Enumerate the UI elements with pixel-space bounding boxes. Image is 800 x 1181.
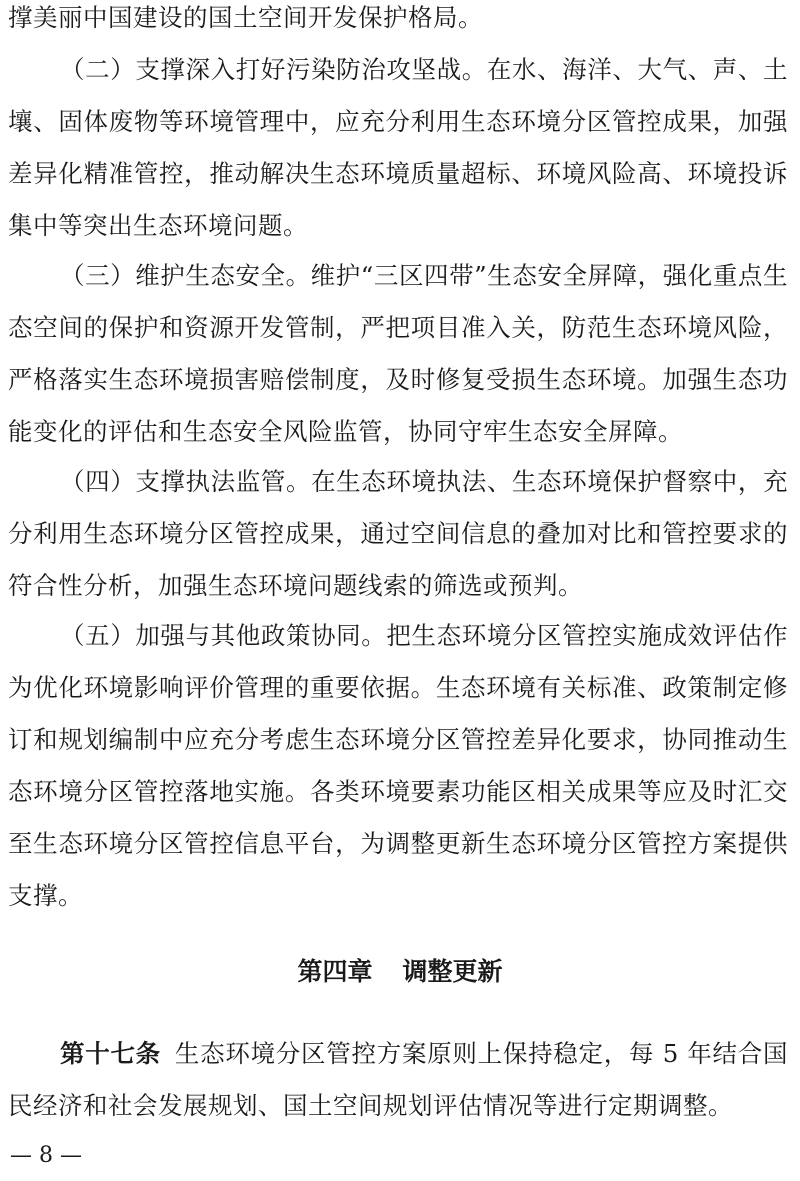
chapter-heading	[0, 952, 800, 992]
page-number: — 8 —	[10, 1143, 82, 1168]
paragraph-section-3: （三）维护生态安全。维护“三区四带”生态安全屏障，强化重点生态空间的保护和资源开发管制，严把项目准入关，防范生态环境风险，严格落实生态环境损害赔偿制度，及时修复受损生态环境。加强生态功能变化的评估和生态安全风险监管，协同守牢生态安全屏障。	[8, 261, 788, 446]
chapter-title: 调整更新	[402, 957, 503, 986]
paragraph-section-5: （五）加强与其他政策协同。把生态环境分区管控实施成效评估作为优化环境影响评价管理的重要依据。生态环境有关标准、政策制定修订和规划编制中应充分考虑生态环境分区管控差异化要求，协同推动生态环境分区管控落地实施。各类环境要素功能区相关成果等应及时汇交至生态环境分区管控信息平台，为调整更新生态环境分区管控方案提供支撑。	[8, 621, 788, 910]
article-text: 生态环境分区管控方案原则上保持稳定，每 5 年结合国民经济和社会发展规划、国土空间规划评估情况等进行定期调整。	[8, 1039, 788, 1120]
paragraph-continuation: 撑美丽中国建设的国土空间开发保护格局。	[8, 3, 483, 32]
article-17	[8, 1028, 788, 1132]
chapter-number: 第四章	[297, 957, 373, 986]
article-label: 第十七条	[60, 1039, 161, 1068]
paragraph-section-2: （二）支撑深入打好污染防治攻坚战。在水、海洋、大气、声、土壤、固体废物等环境管理中，应充分利用生态环境分区管控成果，加强差异化精准管控，推动解决生态环境质量超标、环境风险高、环境投诉集中等突出生态环境问题。	[8, 55, 788, 240]
paragraph-section-4: （四）支撑执法监管。在生态环境执法、生态环境保护督察中，充分利用生态环境分区管控成果，通过空间信息的叠加对比和管控要求的符合性分析，加强生态环境问题线索的筛选或预判。	[8, 467, 788, 600]
